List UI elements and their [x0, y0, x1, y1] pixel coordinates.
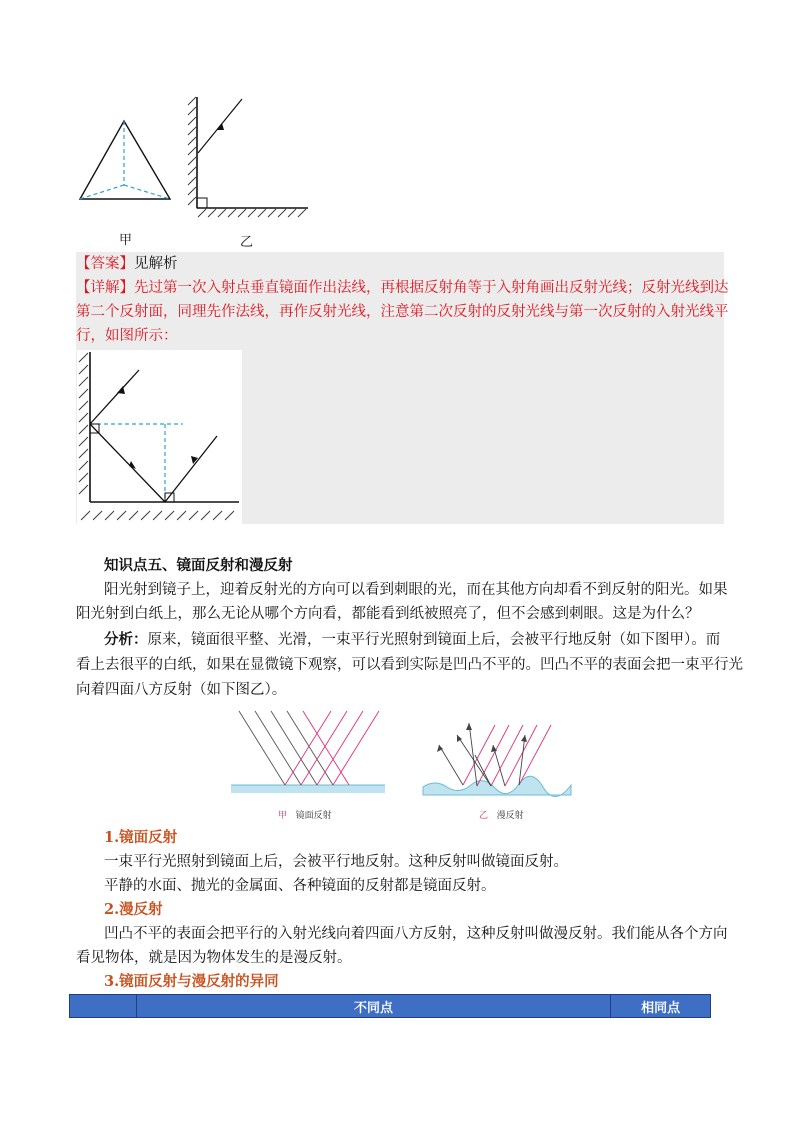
specular-line-2: 平静的水面、抛光的金属面、各种镜面的反射都是镜面反射。	[104, 878, 496, 894]
caption-diffuse-text: 漫反射	[496, 811, 524, 821]
detail-line-2: 第二个反射面，同理先作法线，再作反射光线，注意第二次反射的反射光线与第一次反射的入射光线平	[76, 304, 729, 320]
intro-line-1: 阳光射到镜子上，迎着反射光的方向可以看到刺眼的光，而在其他方向却看不到反射的阳光。如果	[104, 582, 728, 598]
compare-col-different: 不同点	[136, 995, 610, 1018]
caption-diffuse-mark: 乙	[479, 811, 489, 821]
diffuse-line-1: 凹凸不平的表面会把平行的入射光线向着四面八方反射，这种反射叫做漫反射。我们能从各个方向	[104, 926, 728, 942]
detail-line-3: 行，如图所示：	[76, 328, 178, 344]
compare-col-same: 相同点	[611, 995, 711, 1018]
figure-yi-label: 乙	[240, 235, 254, 250]
answer-figure	[77, 350, 242, 524]
detail-text-1: 先过第一次入射点垂直镜面作出法线，再根据反射角等于入射角画出反射光线；反射光线到达	[134, 280, 729, 296]
detail-line-1	[76, 278, 729, 298]
analysis-line-3: 向着四面八方反射（如下图乙）。	[76, 682, 287, 698]
specular-line-1: 一束平行光照射到镜面上后，会被平行地反射。这种反射叫做镜面反射。	[104, 854, 568, 870]
figure-yi-corner-mirror	[186, 95, 311, 220]
answer-line	[76, 254, 178, 274]
compare-table-header	[70, 995, 711, 1018]
analysis-tag: 分析：	[104, 631, 148, 648]
intro-line-2: 阳光射到白纸上，那么无论从哪个方向看，都能看到纸被照亮了，但不会感到刺眼。这是为什么？	[76, 606, 700, 622]
answer-text: 见解析	[134, 256, 178, 272]
figure-jia-pyramid	[72, 115, 182, 210]
compare-table	[69, 994, 711, 1018]
detail-tag: 【详解】	[76, 280, 134, 296]
caption-specular	[278, 808, 332, 821]
section-title: 知识点五、镜面反射和漫反射	[104, 557, 293, 574]
analysis-line-2: 看上去很平的白纸，如果在显微镜下观察，可以看到实际是凹凸不平的。凹凸不平的表面会把一束平行光	[76, 657, 743, 673]
answer-tag: 【答案】	[76, 256, 134, 272]
specular-heading: 1.镜面反射	[104, 829, 178, 846]
figure-jia-label: 甲	[119, 233, 133, 248]
compare-col-blank	[70, 995, 137, 1018]
analysis-text-1: 原来，镜面很平整、光滑，一束平行光照射到镜面上后，会被平行地反射（如下图甲）。而	[147, 632, 721, 648]
diffuse-heading: 2.漫反射	[104, 901, 163, 918]
reflection-illustration	[225, 705, 585, 805]
diffuse-line-2: 看见物体，就是因为物体发生的是漫反射。	[76, 950, 352, 966]
caption-specular-mark: 甲	[278, 811, 288, 821]
analysis-line-1	[104, 630, 720, 650]
caption-specular-text: 镜面反射	[295, 811, 332, 821]
compare-heading: 3.镜面反射与漫反射的异同	[104, 973, 279, 990]
caption-diffuse	[479, 808, 524, 821]
